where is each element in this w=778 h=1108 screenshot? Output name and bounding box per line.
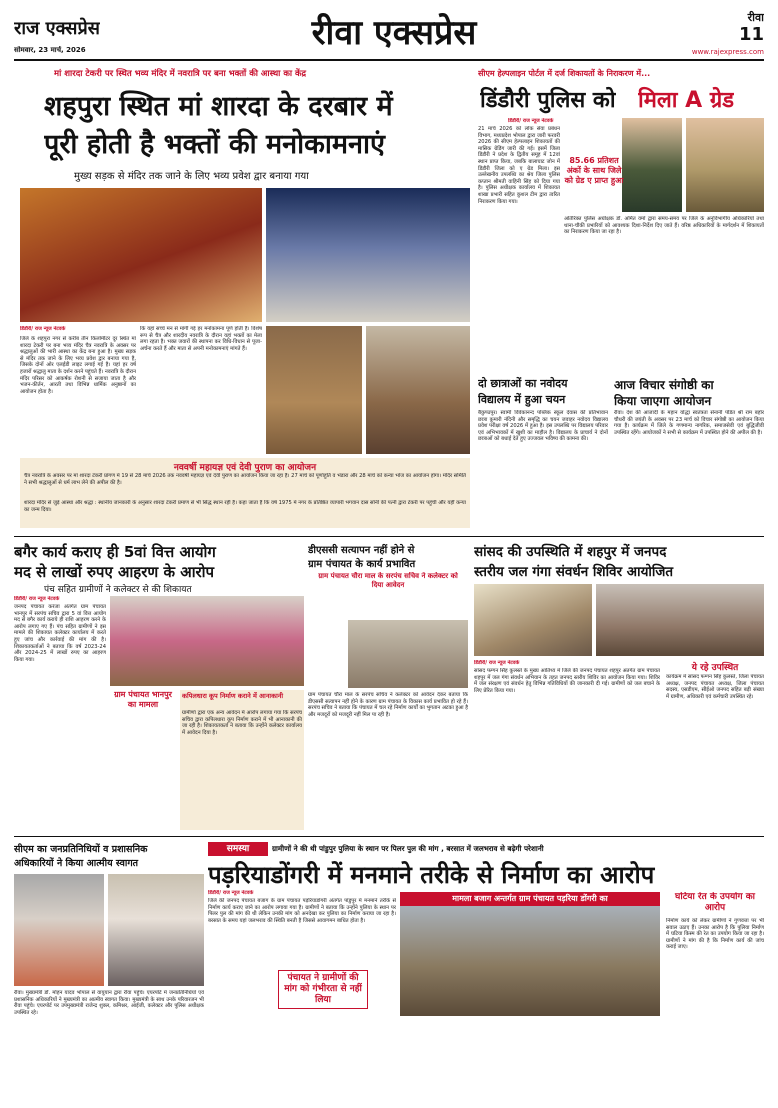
story-cm-welcome bbox=[14, 840, 204, 1102]
row2-s1-photo bbox=[110, 596, 304, 686]
story-shahpura-sharda bbox=[14, 64, 474, 530]
row2-s1-box-title: कपिलधारा कूप निर्माण कराने में आनाकानी bbox=[182, 692, 284, 700]
row2-s3-side-body: कार्यक्रम में सांसद फग्गन सिंह कुलस्ते, जिला पंचायत अध्यक्ष, जनपद पंचायत अध्यक्ष, जिला पंचायत सदस्य, एसडीएम, सीईओ जनपद सहित बड़ी संख्या में ग्रामीण, अधिकारी एवं कर्मचारी उपस्थित रहे। bbox=[666, 674, 764, 700]
story-dsc-verification bbox=[308, 540, 468, 832]
row2-s1-body: जनपद पंचायत करंजा अंतर्गत ग्राम पंचायत भानपुर में सरपंच सचिव द्वारा 5 वां वित्त आयोग मद से बगैर कार्य कराये ही राशि आहरण करने के आरोप लगाए गए हैं। पंच सहित ग्रामीणों ने इस मामले की शिकायत कलेक्टर कार्यालय में करते हुए जांच और कार्रवाई की मांग की है। शिकायतकर्ताओं ने बताया कि वर्ष 2023-24 और 2024-25 में लाखों रुपए का आहरण किया गया। bbox=[14, 604, 106, 663]
row2-s1-box-body: ग्रामीणों द्वारा एक अन्य आवेदन में आरोप लगाया गया कि सरपंच सचिव द्वारा कपिलधारा कूप निर्माण कराने में भी आनाकानी की जा रही है। शिकायतकर्ता ने बताया कि उन्होंने कलेक्टर कार्यालय में आवेदन दिया है। bbox=[182, 710, 302, 736]
story1-box-body-2: शारदा मंदिर से जुड़े आस्था और श्रद्धा : स्थानीय जानकारी के अनुसार शारदा टेकरी प्रमाण से भी सिद्ध स्थान रही है। कहा जाता है कि वर्ष 1975 में नगर के प्रतिष्ठित व्यापारी भगवान दास सोनी की पत्नी द्वारा टेकरी पर पहुंची और यहीं कन्या का जन्म दिया। bbox=[24, 500, 466, 513]
website-link[interactable]: www.rajexpress.com bbox=[691, 48, 764, 56]
masthead-title: रीवा एक्सप्रेस bbox=[311, 13, 477, 53]
story1-body-2: कि यहां सच्चे मन से मांगी गई हर मनोकामना पूर्ण होती है। विशेष रूप से चैत्र और शारदीय नवरात्रि के दौरान यहां भक्तों का मेला लगा रहता है। भक्त जवारों की स्थापना कर विधि-विधान से पूजा-अर्चना करते हैं और माता से अपनी मनोकामनाएं मांगते हैं। bbox=[140, 326, 262, 352]
story3-headline-2: विद्यालय में हुआ चयन bbox=[478, 393, 566, 406]
row2-s2-subhead: ग्राम पंचायत चौरा माल के सरपंच सचिव ने कलेक्टर को दिया आवेदन bbox=[318, 572, 458, 589]
row2-s3-body: सांसद फग्गन सिंह कुलस्ते के मुख्य आतिथ्य में जिले की जनपद पंचायत शहपुर अंतर्गत ग्राम पंचायत शहपुर में जल गंगा संवर्धन अभियान के तहत जनपद स्तरीय शिविर का आयोजन किया गया। शिविर में जल संरक्षण एवं संवर्धन हेतु विभिन्न गतिविधियों की जानकारी दी गई। ग्रामीणों को जल बचाने के लिए प्रेरित किया गया। bbox=[474, 668, 660, 694]
samasya-tag: समस्या bbox=[208, 842, 268, 856]
story2-callout: 85.66 प्रतिशत अंकों के साथ जिले को ग्रेड ए प्राप्त हुआ bbox=[564, 156, 624, 185]
row3-s2-headline: पड़रियाडोंगरी में मनमाने तरीके से निर्माण का आरोप bbox=[208, 860, 655, 889]
row2-s1-subhead: पंच सहित ग्रामीणों ने कलेक्टर से की शिकायत bbox=[44, 585, 192, 595]
story2-photo-officer-2 bbox=[686, 118, 764, 212]
row2-s3-photo-meeting bbox=[596, 584, 764, 656]
story2-byline: डिंडौरी/ राज न्यूज नेटवर्क bbox=[508, 118, 554, 124]
story-finance-fraud bbox=[14, 540, 304, 832]
row2-s3-byline: डिंडौरी/ राज न्यूज नेटवर्क bbox=[474, 660, 520, 666]
row2-s2-headline-1: डीएससी सत्यापन नहीं होने से bbox=[308, 545, 415, 556]
row3-s1-headline-2: अधिकारियों ने किया आत्मीय स्वागत bbox=[14, 858, 139, 869]
row3-s2-photo bbox=[400, 906, 660, 1016]
row3-s2-side-body: निर्माण कार्य को लेकर ग्रामीणों ने गुणवत्ता पर भी सवाल उठाए हैं। उनका आरोप है कि पुलिया निर्माण में घटिया किस्म की रेत का उपयोग किया जा रहा है। ग्रामीणों ने मांग की है कि निर्माण कार्य की जांच कराई जाए। bbox=[666, 918, 764, 951]
brand-logo: राज एक्सप्रेस bbox=[14, 18, 100, 39]
story1-subhead: मुख्य सड़क से मंदिर तक जाने के लिए भव्य प्रवेश द्वार बनाया गया bbox=[74, 171, 309, 182]
row2-s3-photo-banner bbox=[474, 584, 592, 656]
row2-s2-photo bbox=[348, 620, 468, 688]
story2-kicker: सीएम हेल्पलाइन पोर्टल में दर्ज शिकायतों के निराकरण में... bbox=[478, 69, 651, 78]
story1-photo-lamps bbox=[266, 326, 362, 454]
row3-s2-byline: डिंडौरी/ राज न्यूज नेटवर्क bbox=[208, 890, 254, 896]
row3-s1-photo-1 bbox=[14, 874, 104, 986]
story4-headline-1: आज विचार संगोष्ठी का bbox=[614, 378, 714, 392]
story-dindori-police bbox=[478, 64, 764, 370]
story1-photo-temple bbox=[266, 188, 470, 322]
masthead-date: सोमवार, 23 मार्च, 2026 bbox=[14, 46, 86, 54]
row2-s1-tag: ग्राम पंचायत भानपुर का मामला bbox=[114, 690, 172, 709]
row3-s1-headline-1: सीएम का जनप्रतिनिधियों व प्रशासनिक bbox=[14, 844, 148, 855]
row2-s3-headline-1: सांसद की उपस्थिति में शहपुर में जनपद bbox=[474, 544, 667, 560]
story3-body: बैकुण्ठपुर। स्वामी विवेकानन्द पब्लिक स्कूल देवास की प्रतिभावान छात्रा कुमारी नंदिनी और समृद्धि का चयन जवाहर नवोदय विद्यालय प्रवेश परीक्षा वर्ष 2026 में हुआ है। इस उपलब्धि पर विद्यालय परिवार एवं अभिभावकों में खुशी का माहौल है। विद्यालय के प्राचार्य ने दोनों छात्राओं को बधाई देते हुए उज्जवल भविष्य की कामना की। bbox=[478, 410, 608, 443]
row2-s1-headline-1: बगैर कार्य कराए ही 5वां वित्त आयोग bbox=[14, 543, 216, 561]
row2-s1-headline-2: मद से लाखों रुपए आहरण के आरोप bbox=[14, 563, 215, 581]
story1-photo-devotees bbox=[366, 326, 470, 454]
row3-s2-body: जिले की जनपद पंचायत बजाग के ग्राम पंचायत पड़रियाडोंगरी अंतर्गत पांडुपुर में मनमाने तरीके से निर्माण कार्य कराए जाने का आरोप लगाया गया है। ग्रामीणों ने बताया कि उन्होंने पुलिया के स्थान पर पिलर पुल की मांग की थी लेकिन उनकी मांग को अनदेखा कर पुलिया का निर्माण कराया जा रहा है। बरसात के समय यहां जलभराव की स्थिति बनती है जिससे आवागमन बाधित होता है। bbox=[208, 898, 396, 924]
row2-s1-byline: डिंडौरी/ राज न्यूज नेटवर्क bbox=[14, 596, 60, 602]
story3-headline-1: दो छात्राओं का नवोदय bbox=[478, 377, 568, 390]
story1-box bbox=[20, 458, 470, 528]
edition-name: रीवा bbox=[747, 11, 764, 24]
row2-rule bbox=[14, 836, 764, 837]
story2-body-2: अतिरिक्त पुलिस अधीक्षक डॉ. अमित वर्मा द्वारा समय-समय पर जिले के अनुविभागीय अधिकारियों तथा थाना-चौकी प्रभारियों को आवश्यक दिशा-निर्देश दिए जाते हैं। वरिष्ठ अधिकारियों के मार्गदर्शन में शिकायतों का निराकरण किया जा रहा है। bbox=[564, 216, 764, 236]
story2-headline-b: मिला A ग्रेड bbox=[638, 88, 734, 113]
story1-headline-2: पूरी होती है भक्तों की मनोकामनाएं bbox=[44, 129, 385, 160]
story2-body: 21 मार्च 2026 को लोक सेवा प्रबंधन विभाग, मध्यप्रदेश भोपाल द्वारा जारी फरवरी 2026 की सीएम हेल्पलाइन शिकायतों की मासिक ग्रेडिंग जारी की गई। इसमें जिला डिंडौरी ने प्रदेश के द्वितीय समूह में 12वां स्थान प्राप्त किया, जबकि बालाघाट जोन में डिंडौरी जिला को ए ग्रेड मिला। इस उल्लेखनीय उपलब्धि का श्रेय जिला पुलिस कप्तान श्रीमती वाहिनी सिंह को दिया गया है। पुलिस अधीक्षक कार्यालय में शिकायत शाखा प्रभारी सहित कुशल टीम द्वारा त्वरित निराकरण किया गया। bbox=[478, 126, 560, 205]
row3-s2-side-title: घटिया रेत के उपयोग का आरोप bbox=[675, 892, 755, 913]
story1-headline-1: शहपुरा स्थित मां शारदा के दरबार में bbox=[44, 91, 393, 122]
row3-s1-body: रीवा। मुख्यमंत्री डॉ. मोहन यादव भोपाल से वायुयान द्वारा रीवा पहुंचे। एयरपोर्ट में जनप्रतिनिधियों एवं प्रशासनिक अधिकारियों ने मुख्यमंत्री का आत्मीय स्वागत किया। मुख्यमंत्री के साथ उनके परिवारजन भी रीवा पहुंचे। एयरपोर्ट पर उपमुख्यमंत्री राजेन्द्र शुक्ल, कमिश्नर, आईजी, कलेक्टर और पुलिस अधीक्षक उपस्थित रहे। bbox=[14, 990, 204, 1016]
row3-s2-pull: पंचायत ने ग्रामीणों की मांग को गंभीरता से नहीं लिया bbox=[278, 970, 368, 1009]
masthead-rule bbox=[14, 59, 764, 61]
story1-body: जिले के शहपुरा नगर से करीब तीन किलोमीटर दूर स्थित मां शारदा टेकरी पर बना भव्य मंदिर चैत्र नवरात्रि के अवसर पर श्रद्धालुओं की भारी आस्था का केंद्र बना हुआ है। मुख्य सड़क से मंदिर तक जाने के लिए भव्य प्रवेश द्वार बनाया गया है, जिसके दोनों ओर एलईडी लाइट लगाई गई है। यहां हर वर्ष हजारों श्रद्धालु माता के दर्शन करने पहुंचते हैं। नवरात्रि के दौरान मंदिर परिसर को आकर्षक रोशनी से सजाया जाता है और भजन-कीर्तन, आरती तथा विभिन्न धार्मिक अनुष्ठानों का आयोजन होता है। bbox=[20, 336, 136, 395]
story-jal-ganga bbox=[474, 540, 764, 832]
row2-s3-headline-2: स्तरीय जल गंगा संवर्धन शिविर आयोजित bbox=[474, 564, 674, 580]
row2-s2-headline-2: ग्राम पंचायत के कार्य प्रभावित bbox=[308, 559, 416, 570]
row3-s2-photo-caption: मामला बजाग अन्तर्गत ग्राम पंचायत पड़रिया डोंगरी का bbox=[400, 892, 660, 906]
story4-body: रीवा। देश की आजादी के महान योद्धा स्वतंत्रता सेनानी पंडित श्री राम बहोर चौधरी की जयंती के अवसर पर 23 मार्च को विचार संगोष्ठी का आयोजन किया गया है। कार्यक्रम में जिले के गणमान्य नागरिक, समाजसेवी एवं बुद्धिजीवी उपस्थित रहेंगे। आयोजकों ने सभी से कार्यक्रम में उपस्थित होने की अपील की है। bbox=[614, 410, 764, 436]
story1-box-title: नववर्षी महायज्ञ एवं देवी पुराण का आयोजन bbox=[173, 463, 317, 473]
story1-photo-goddess bbox=[20, 188, 262, 322]
story-padariyadongri bbox=[208, 840, 764, 1102]
story4-headline-2: किया जाएगा आयोजन bbox=[614, 394, 712, 408]
row3-s1-photo-2 bbox=[108, 874, 204, 986]
story1-byline: डिंडौरी/ राज न्यूज नेटवर्क bbox=[20, 326, 140, 332]
story1-kicker: मां शारदा टेकरी पर स्थित भव्य मंदिर में नवरात्रि पर बना भक्तों की आस्था का केंद्र bbox=[54, 69, 307, 79]
story2-photo-officer-1 bbox=[622, 118, 682, 212]
row1-rule bbox=[14, 536, 764, 537]
row3-samasya-kicker: ग्रामीणों ने की थी पांडुपुर पुलिया के स्थान पर पिलर पुल की मांग , बरसात में जलभराव से बढ़ेगी परेशानी bbox=[272, 844, 544, 853]
story1-box-body: चैत्र नवरात्रि के अवसर पर मां शारदा टेकरी प्रांगण में 19 से 28 मार्च 2026 तक नववर्षी महायज्ञ एवं देवी पुराण का आयोजन किया जा रहा है। 27 मार्च को पूर्णाहुति व भंडारा और 28 मार्च को कन्या भोज का आयोजन होगा। मंदिर समिति ने सभी श्रद्धालुओं से धर्म लाभ लेने की अपील की है। bbox=[24, 473, 466, 486]
page-number: 11 bbox=[738, 24, 764, 45]
row2-s1-box bbox=[180, 690, 304, 830]
masthead bbox=[14, 8, 764, 58]
row2-s3-side-title: ये रहे उपस्थित bbox=[691, 663, 739, 673]
story2-headline-a: डिंडौरी पुलिस को bbox=[480, 88, 616, 113]
row2-s2-body: ग्राम पंचायत चौरा माल के सरपंच सचिव ने कलेक्टर को आवेदन देकर बताया कि डीएससी सत्यापन नहीं होने के कारण ग्राम पंचायत के विकास कार्य प्रभावित हो रहे हैं। सरपंच सचिव ने बताया कि पंचायत में चल रहे निर्माण कार्यों का भुगतान अटका हुआ है और मजदूरों को मजदूरी नहीं मिल पा रही है। bbox=[308, 692, 468, 718]
